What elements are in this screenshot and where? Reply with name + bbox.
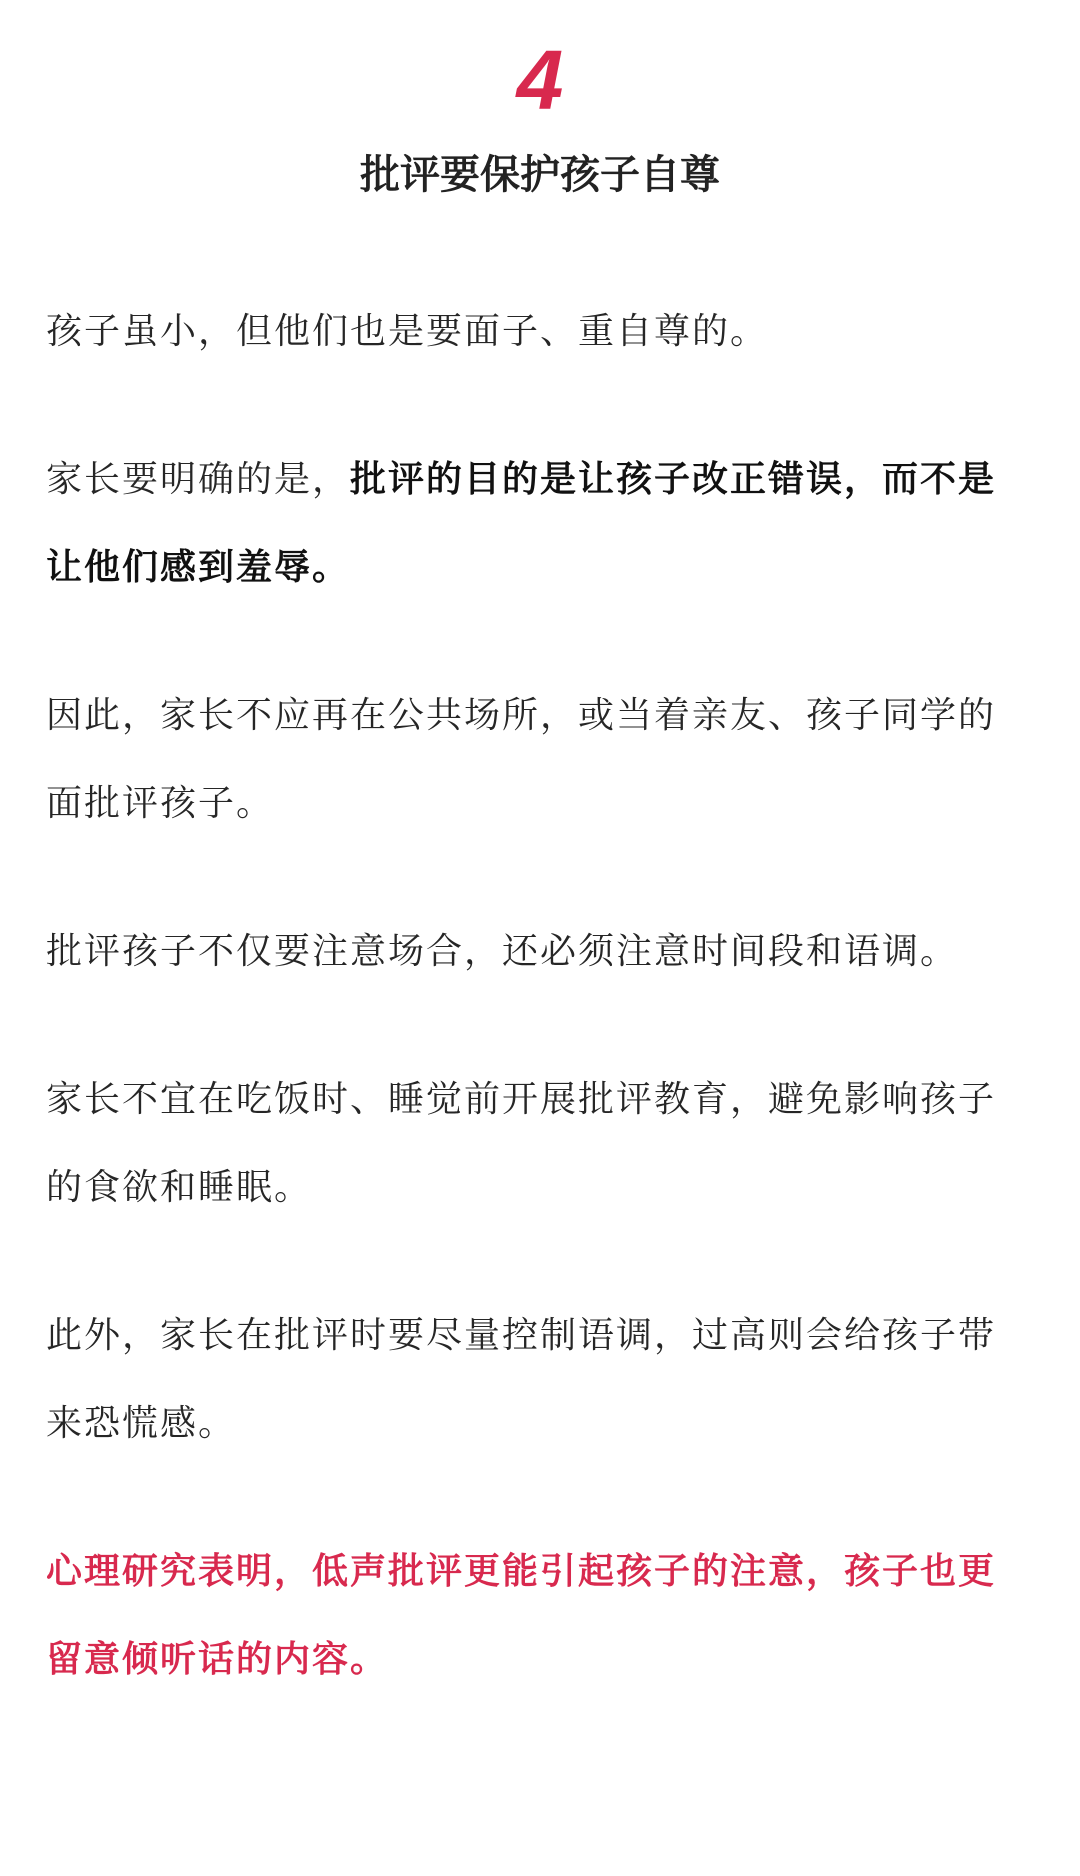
paragraph-6: 此外，家长在批评时要尽量控制语调，过高则会给孩子带来恐慌感。 [46,1315,997,1444]
article-body [46,288,1026,1764]
paragraph-2-bold: 批评的目的是让孩子改正错误，而不是让他们感到羞辱。 [46,459,997,588]
paragraph-5: 家长不宜在吃饭时、睡觉前开展批评教育，避免影响孩子的食欲和睡眠。 [46,1079,997,1208]
section-title: 批评要保护孩子自尊 [360,152,720,198]
paragraph-4: 批评孩子不仅要注意场合，还必须注意时间段和语调。 [46,931,959,972]
paragraph-2 [46,436,1026,612]
paragraph-2-normal: 家长要明确的是， [46,459,351,500]
paragraph-3: 因此，家长不应再在公共场所，或当着亲友、孩子同学的面批评孩子。 [46,695,997,824]
paragraph-1: 孩子虽小，但他们也是要面子、重自尊的。 [46,311,769,352]
paragraph-7-highlight: 心理研究表明，低声批评更能引起孩子的注意，孩子也更留意倾听话的内容。 [46,1551,997,1680]
section-number: 4 [516,33,564,127]
